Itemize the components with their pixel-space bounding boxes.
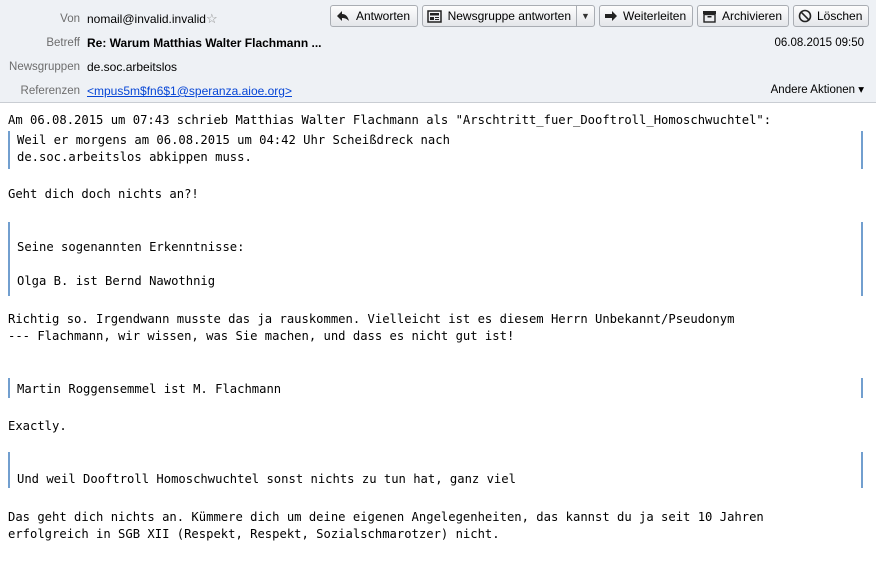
quote-bar	[861, 378, 863, 398]
reply-line: Exactly.	[8, 419, 67, 433]
quote-bar	[8, 131, 10, 169]
delete-icon	[798, 8, 812, 24]
forward-button[interactable]	[599, 5, 693, 27]
reply-arrow-icon	[335, 8, 351, 24]
quote-line: Seine sogenannten Erkenntnisse:	[17, 240, 245, 254]
newsgroups-value[interactable]: de.soc.arbeitslos	[87, 60, 178, 74]
quote-bar	[861, 452, 863, 488]
subject-label: Betreff	[46, 37, 80, 49]
subject-value: Re: Warum Matthias Walter Flachmann ...	[87, 36, 322, 50]
chevron-down-icon: ▼	[581, 11, 590, 21]
more-actions-button[interactable]: Andere Aktionen ▾	[770, 84, 864, 96]
forward-arrow-icon	[604, 8, 618, 24]
reply-newsgroup-button[interactable]	[422, 5, 578, 27]
references-label: Referenzen	[20, 85, 80, 97]
reply-line: Das geht dich nichts an. Kümmere dich um deine eigenen Angelegenheiten, das kannst du ja seit 10 Jahren	[8, 510, 764, 524]
quote-bar	[8, 452, 10, 488]
quote-bar	[861, 131, 863, 169]
quote-line: Und weil Dooftroll Homoschwuchtel sonst nichts zu tun hat, ganz viel	[17, 472, 516, 486]
reply-line: Geht dich doch nichts an?!	[8, 187, 199, 201]
reply-line: --- Flachmann, wir wissen, was Sie machen, und dass es nicht gut ist!	[8, 329, 515, 343]
delete-label: Löschen	[817, 9, 863, 23]
quote-line: Olga B. ist Bernd Nawothnig	[17, 274, 216, 288]
references-link[interactable]: <mpus5m$fn6$1@speranza.aioe.org>	[87, 84, 292, 98]
delete-button[interactable]	[793, 5, 869, 27]
star-icon[interactable]: ☆	[206, 11, 218, 26]
reply-newsgroup-label: Newsgruppe antworten	[447, 9, 571, 23]
message-header	[0, 0, 876, 103]
quote-line: de.soc.arbeitslos abkippen muss.	[17, 150, 252, 164]
reply-newsgroup-dropdown[interactable]	[576, 5, 595, 27]
quote-line: Weil er morgens am 06.08.2015 um 04:42 Uhr Scheißdreck nach	[17, 133, 450, 147]
quote-bar	[861, 222, 863, 296]
message-date: 06.08.2015 09:50	[774, 37, 864, 49]
forward-label: Weiterleiten	[623, 9, 687, 23]
archive-button[interactable]	[697, 5, 789, 27]
quote-bar	[8, 222, 10, 296]
reply-line: erfolgreich in SGB XII (Respekt, Respekt, Sozialschmarotzer) nicht.	[8, 527, 500, 541]
quote-bar	[8, 378, 10, 398]
archive-label: Archivieren	[722, 9, 783, 23]
reply-line: Richtig so. Irgendwann musste das ja rauskommen. Vielleicht ist es diesem Herrn Unbekannt/Pseudonym	[8, 312, 735, 326]
archive-box-icon	[702, 8, 717, 24]
newsgroups-label: Newsgruppen	[9, 61, 80, 73]
from-value[interactable]: nomail@invalid.invalid	[87, 12, 206, 26]
from-label: Von	[60, 13, 80, 25]
reply-button[interactable]	[330, 5, 418, 27]
quote-line: Martin Roggensemmel ist M. Flachmann	[17, 382, 282, 396]
attribution-line: Am 06.08.2015 um 07:43 schrieb Matthias Walter Flachmann als "Arschtritt_fuer_Dooftroll_Homoschwuchtel":	[8, 113, 772, 127]
newsgroup-icon	[427, 8, 443, 24]
reply-label: Antworten	[356, 9, 411, 23]
